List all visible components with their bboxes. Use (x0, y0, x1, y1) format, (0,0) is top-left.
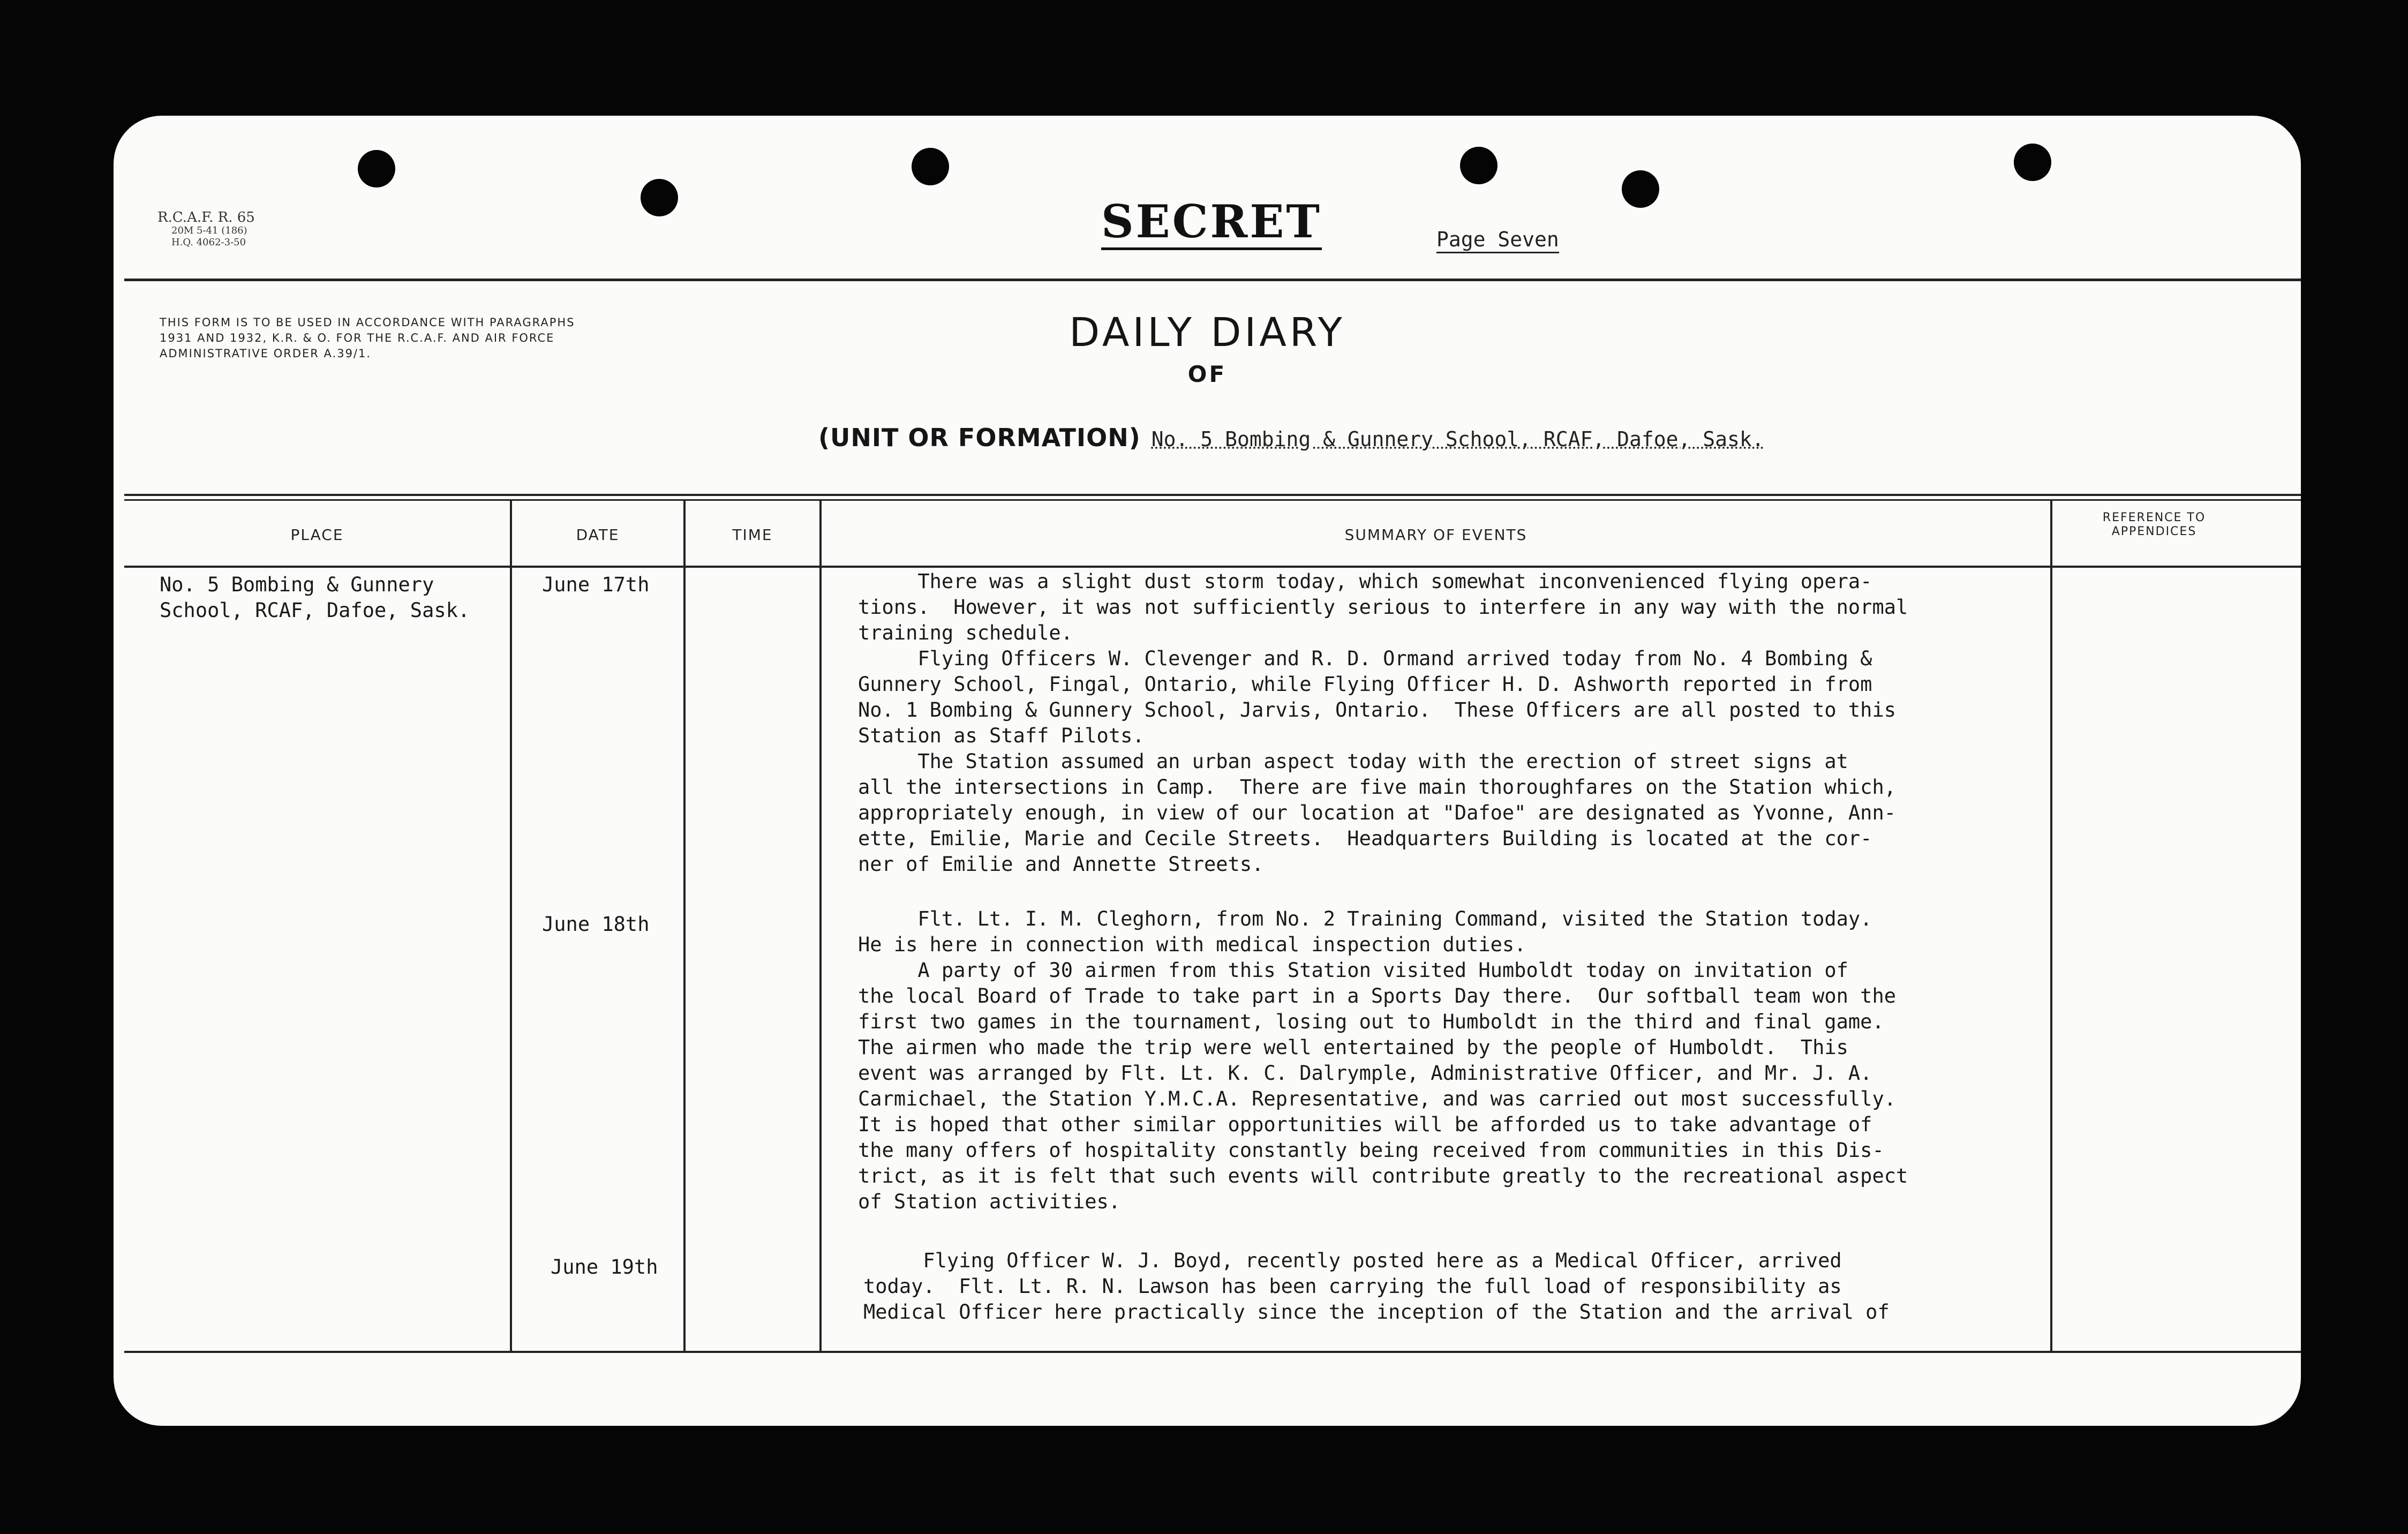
unit-label: (UNIT OR FORMATION) (818, 423, 1141, 452)
form-identifier (157, 210, 255, 249)
form-usage-note: THIS FORM IS TO BE USED IN ACCORDANCE WITH PARAGRAPHS 1931 AND 1932, K.R. & O. FOR THE R.C.A.F. AND AIR FORCE ADMINISTRATIVE ORDER A.39/1. (160, 316, 575, 360)
diary-title-of: OF (1187, 361, 1227, 387)
column-divider (2050, 499, 2052, 1352)
entry-date: June 18th (542, 913, 650, 936)
entry-date: June 19th (551, 1255, 658, 1279)
column-header-reference: REFERENCE TO APPENDICES (2102, 511, 2206, 538)
unit-line (818, 423, 1764, 452)
form-id-code: R.C.A.F. R. 65 (157, 209, 255, 225)
binder-hole (641, 179, 678, 216)
form-id-hq: H.Q. 4062-3-50 (171, 237, 246, 248)
column-header-summary: SUMMARY OF EVENTS (1344, 526, 1527, 544)
column-divider (683, 499, 686, 1352)
unit-value: No. 5 Bombing & Gunnery School, RCAF, Dafoe, Sask. (1151, 427, 1764, 451)
column-header-place: PLACE (290, 526, 344, 544)
column-header-date: DATE (576, 526, 620, 544)
binder-hole (358, 150, 395, 187)
form-id-print: 20M 5-41 (186) (171, 225, 247, 236)
diary-sheet (114, 116, 2301, 1426)
binder-hole (912, 148, 949, 185)
entry-summary: There was a slight dust storm today, which somewhat inconvenienced flying opera- tions. However, it was not sufficiently serious to interfere in any way with the normal training schedule. Flying Officers W. Clevenger and R. D. Ormand arrived today from No. 4 Bombing & Gunnery School, Fingal, Ontario, while Flying Officer H. D. Ashworth reported in from No. 1 Bombing & Gunnery School, Jarvis, Ontario. These Officers are all posted to this Station as Staff Pilots. The Station assumed an urban aspect today with the erection of street signs at all the intersections in Camp. There are five main thoroughfares on the Station which, appropriately enough, in view of our location at "Dafoe" are designated as Yvonne, Ann- ette, Emilie, Marie and Cecile Streets. Headquarters Building is located at the cor- ner of Emilie and Annette Streets. (858, 570, 1908, 876)
classification-stamp: SECRET (1101, 197, 1322, 250)
table-header-rule (124, 566, 2301, 568)
place-entry: No. 5 Bombing & Gunnery School, RCAF, Dafoe, Sask. (160, 573, 470, 622)
binder-hole (2014, 144, 2051, 181)
binder-hole (1460, 147, 1498, 184)
column-header-time: TIME (732, 526, 773, 544)
entry-summary: Flying Officer W. J. Boyd, recently posted here as a Medical Officer, arrived today. Flt. Lt. R. N. Lawson has been carrying the full load of responsibility as Medical Officer here practically since the inception of the Station and the arrival of (863, 1249, 1890, 1324)
table-top-rule (124, 494, 2301, 496)
entry-summary: Flt. Lt. I. M. Cleghorn, from No. 2 Training Command, visited the Station today. He is here in connection with medical inspection duties. A party of 30 airmen from this Station visited Humboldt today on invitation of the local Board of Trade to take part in a Sports Day there. Our softball team won the first two games in the tournament, losing out to Humboldt in the third and final game. The airmen who made the trip were well entertained by the people of Humboldt. This event was arranged by Flt. Lt. K. C. Dalrymple, Administrative Officer, and Mr. J. A. Carmichael, the Station Y.M.C.A. Representative, and was carried out most successfully. It is hoped that other similar opportunities will be afforded us to take advantage of the many offers of hospitality constantly being received from communities in this Dis- trict, as it is felt that such events will contribute greatly to the recreational aspect of Station activities. (858, 907, 1908, 1213)
header-divider (124, 279, 2301, 281)
column-divider (819, 499, 822, 1352)
binder-hole (1622, 170, 1659, 208)
table-top-rule-inner (124, 499, 2301, 501)
table-bottom-rule (124, 1351, 2301, 1353)
diary-title: DAILY DIARY (1069, 310, 1345, 356)
entry-date: June 17th (542, 573, 650, 596)
column-divider (510, 499, 512, 1352)
page-number: Page Seven (1436, 227, 1559, 253)
